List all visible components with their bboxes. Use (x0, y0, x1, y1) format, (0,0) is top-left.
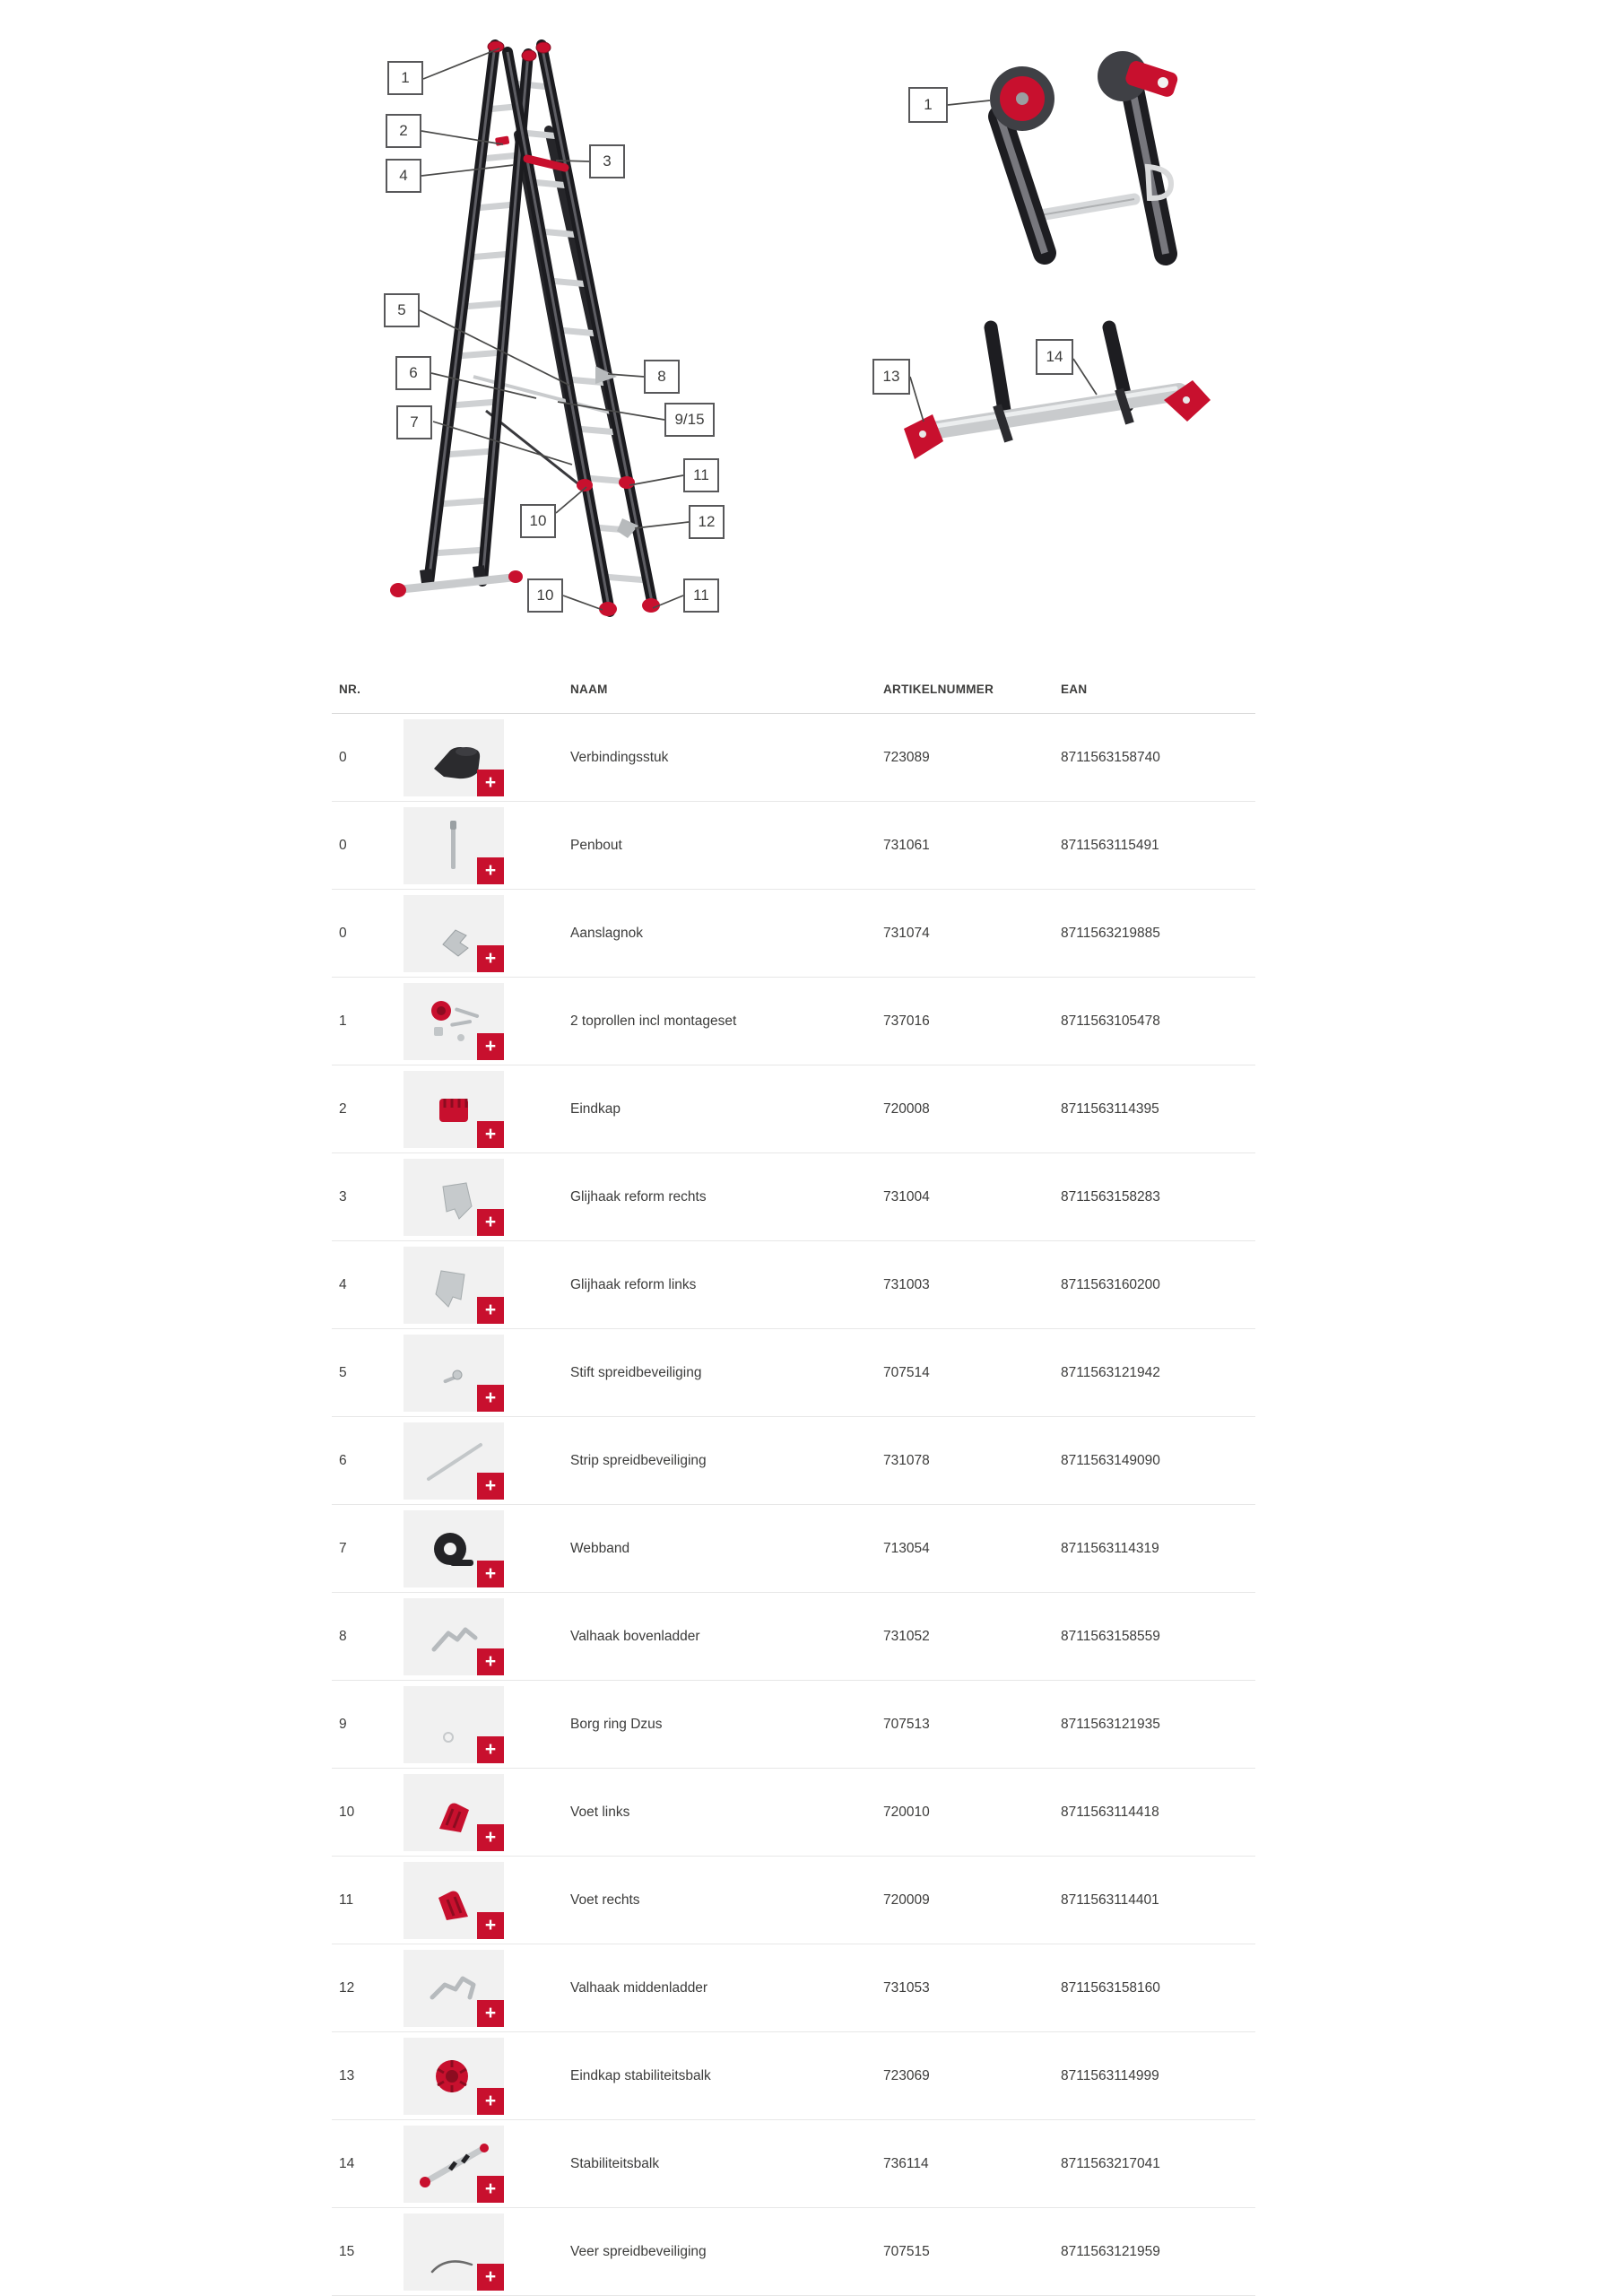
add-part-button[interactable]: + (477, 1912, 504, 1939)
part-naam: Aanslagnok (570, 925, 644, 941)
part-ean: 8711563114401 (1061, 1892, 1159, 1908)
part-ean: 8711563114999 (1061, 2067, 1159, 2083)
table-header (332, 665, 1255, 714)
part-ean: 8711563160200 (1061, 1276, 1160, 1292)
part-ean: 8711563121935 (1061, 1716, 1160, 1732)
part-artikelnummer: 731053 (883, 1979, 930, 1996)
part-artikelnummer: 731078 (883, 1452, 930, 1468)
part-artikelnummer: 736114 (883, 2155, 929, 2171)
table-row (332, 1241, 1255, 1329)
part-artikelnummer: 731061 (883, 837, 930, 853)
part-ean: 8711563115491 (1061, 837, 1159, 853)
part-artikelnummer: 737016 (883, 1013, 930, 1029)
part-nr: 8 (339, 1628, 347, 1644)
table-row (332, 802, 1255, 890)
add-part-button[interactable]: + (477, 1209, 504, 1236)
part-artikelnummer: 720009 (883, 1892, 930, 1908)
part-naam: 2 toprollen incl montageset (570, 1013, 737, 1029)
part-naam: Glijhaak reform rechts (570, 1188, 707, 1205)
header-ean: EAN (1061, 683, 1088, 696)
aanslagnok-photo[interactable] (404, 895, 504, 972)
diagram-callout: 1 (387, 61, 423, 95)
part-ean: 8711563114395 (1061, 1100, 1159, 1117)
part-naam: Voet rechts (570, 1892, 640, 1908)
table-row (332, 890, 1255, 978)
table-row (332, 1417, 1255, 1505)
add-part-button[interactable]: + (477, 2176, 504, 2203)
parts-table (332, 665, 1255, 2296)
diagram-callout: 10 (527, 578, 563, 613)
part-naam: Eindkap stabiliteitsbalk (570, 2067, 711, 2083)
add-part-button[interactable]: + (477, 2264, 504, 2291)
add-part-button[interactable]: + (477, 1736, 504, 1763)
part-artikelnummer: 713054 (883, 1540, 930, 1556)
part-nr: 0 (339, 837, 347, 853)
part-nr: 14 (339, 2155, 355, 2171)
table-row (332, 978, 1255, 1065)
valhaak-middenladder-photo[interactable] (404, 1950, 504, 2027)
part-ean: 8711563217041 (1061, 2155, 1160, 2171)
add-part-button[interactable]: + (477, 1648, 504, 1675)
part-naam: Valhaak bovenladder (570, 1628, 700, 1644)
part-nr: 5 (339, 1364, 347, 1380)
part-naam: Strip spreidbeveiliging (570, 1452, 707, 1468)
part-nr: 0 (339, 925, 347, 941)
part-artikelnummer: 723069 (883, 2067, 930, 2083)
add-part-button[interactable]: + (477, 857, 504, 884)
diagram-callout: 11 (683, 458, 719, 492)
table-row (332, 1769, 1255, 1857)
ladder-illustration (0, 0, 1623, 682)
add-part-button[interactable]: + (477, 2000, 504, 2027)
add-part-button[interactable]: + (477, 1824, 504, 1851)
part-artikelnummer: 731003 (883, 1276, 930, 1292)
part-nr: 2 (339, 1100, 347, 1117)
eindkap-stabiliteitsbalk-photo[interactable] (404, 2038, 504, 2115)
strip-spreidbeveiliging-photo[interactable] (404, 1422, 504, 1500)
valhaak-bovenladder-photo[interactable] (404, 1598, 504, 1675)
table-row (332, 2208, 1255, 2296)
parts-diagram (0, 0, 1623, 682)
part-artikelnummer: 707513 (883, 1716, 930, 1732)
part-ean: 8711563121942 (1061, 1364, 1160, 1380)
part-ean: 8711563158283 (1061, 1188, 1160, 1205)
diagram-callout: 9/15 (664, 403, 715, 437)
part-artikelnummer: 707514 (883, 1364, 930, 1380)
part-ean: 8711563158740 (1061, 749, 1160, 765)
table-row (332, 1593, 1255, 1681)
table-row (332, 1153, 1255, 1241)
voet-rechts-mid-art (619, 476, 635, 489)
penbout-photo[interactable] (404, 807, 504, 884)
voet-rechts-photo[interactable] (404, 1862, 504, 1939)
part-ean: 8711563121959 (1061, 2243, 1160, 2259)
part-artikelnummer: 707515 (883, 2243, 930, 2259)
part-naam: Penbout (570, 837, 622, 853)
glijhaak-reform-rechts-photo[interactable] (404, 1159, 504, 1236)
diagram-callout: 3 (589, 144, 625, 178)
part-ean: 8711563158160 (1061, 1979, 1160, 1996)
part-nr: 9 (339, 1716, 347, 1732)
table-row (332, 2032, 1255, 2120)
add-part-button[interactable]: + (477, 1297, 504, 1324)
part-artikelnummer: 720008 (883, 1100, 930, 1117)
part-ean: 8711563158559 (1061, 1628, 1160, 1644)
table-row (332, 1681, 1255, 1769)
add-part-button[interactable]: + (477, 1473, 504, 1500)
stift-spreidbeveiliging-photo[interactable] (404, 1335, 504, 1412)
part-nr: 3 (339, 1188, 347, 1205)
part-ean: 8711563105478 (1061, 1013, 1160, 1029)
webband-photo[interactable] (404, 1510, 504, 1587)
part-nr: 6 (339, 1452, 347, 1468)
verbindingsstuk-photo[interactable] (404, 719, 504, 796)
stabiliser-bar-art (390, 565, 523, 597)
add-part-button[interactable]: + (477, 770, 504, 796)
part-artikelnummer: 720010 (883, 1804, 930, 1820)
diagram-callout: 11 (683, 578, 719, 613)
part-naam: Verbindingsstuk (570, 749, 669, 765)
part-nr: 13 (339, 2067, 355, 2083)
stabiliteitsbalk-photo[interactable] (404, 2126, 504, 2203)
header-naam: NAAM (570, 683, 608, 696)
part-ean: 8711563114319 (1061, 1540, 1159, 1556)
voet-links-photo[interactable] (404, 1774, 504, 1851)
add-part-button[interactable]: + (477, 945, 504, 972)
diagram-callout: 13 (872, 359, 910, 395)
voet-rechts-art (642, 598, 660, 613)
part-ean: 8711563114418 (1061, 1804, 1159, 1820)
table-row (332, 714, 1255, 802)
part-naam: Eindkap (570, 1100, 621, 1117)
diagram-callout: 4 (386, 159, 421, 193)
part-nr: 12 (339, 1979, 355, 1996)
diagram-callout: 6 (395, 356, 431, 390)
diagram-callout: 1 (908, 87, 948, 123)
part-nr: 7 (339, 1540, 347, 1556)
diagram-callout: 10 (520, 504, 556, 538)
part-naam: Voet links (570, 1804, 630, 1820)
veer-spreidbeveiliging-photo[interactable] (404, 2213, 504, 2291)
part-artikelnummer: 723089 (883, 749, 930, 765)
diagram-callout: 7 (396, 405, 432, 439)
table-row (332, 1944, 1255, 2032)
part-naam: Valhaak middenladder (570, 1979, 708, 1996)
add-part-button[interactable]: + (477, 2088, 504, 2115)
part-nr: 10 (339, 1804, 355, 1820)
part-nr: 4 (339, 1276, 347, 1292)
header-nr: NR. (339, 683, 361, 696)
part-nr: 0 (339, 749, 347, 765)
part-nr: 11 (339, 1892, 354, 1908)
add-part-button[interactable]: + (477, 1121, 504, 1148)
diagram-callout: 12 (689, 505, 725, 539)
diagram-callout: 14 (1036, 339, 1073, 375)
detail-top-art (990, 51, 1179, 254)
diagram-callout: 2 (386, 114, 421, 148)
part-ean: 8711563219885 (1061, 925, 1160, 941)
header-artikelnummer: ARTIKELNUMMER (883, 683, 994, 696)
diagram-callout: 5 (384, 293, 420, 327)
part-ean: 8711563149090 (1061, 1452, 1160, 1468)
toprollen-photo[interactable] (404, 983, 504, 1060)
table-body (332, 714, 1255, 2296)
add-part-button[interactable]: + (477, 1033, 504, 1060)
voet-links-mid-art (577, 479, 593, 491)
table-row (332, 1065, 1255, 1153)
part-artikelnummer: 731052 (883, 1628, 930, 1644)
glijhaak-reform-links-photo[interactable] (404, 1247, 504, 1324)
add-part-button[interactable]: + (477, 1561, 504, 1587)
diagram-callout: 8 (644, 360, 680, 394)
eindkap-photo[interactable] (404, 1071, 504, 1148)
add-part-button[interactable]: + (477, 1385, 504, 1412)
part-naam: Veer spreidbeveiliging (570, 2243, 707, 2259)
table-row (332, 1329, 1255, 1417)
table-row (332, 1505, 1255, 1593)
borg-ring-dzus-photo[interactable] (404, 1686, 504, 1763)
part-naam: Webband (570, 1540, 630, 1556)
part-nr: 15 (339, 2243, 355, 2259)
part-naam: Stift spreidbeveiliging (570, 1364, 702, 1380)
part-nr: 1 (339, 1013, 347, 1029)
table-row (332, 1857, 1255, 1944)
part-naam: Borg ring Dzus (570, 1716, 663, 1732)
part-naam: Glijhaak reform links (570, 1276, 697, 1292)
part-artikelnummer: 731004 (883, 1188, 930, 1205)
part-naam: Stabiliteitsbalk (570, 2155, 660, 2171)
table-row (332, 2120, 1255, 2208)
part-artikelnummer: 731074 (883, 925, 930, 941)
